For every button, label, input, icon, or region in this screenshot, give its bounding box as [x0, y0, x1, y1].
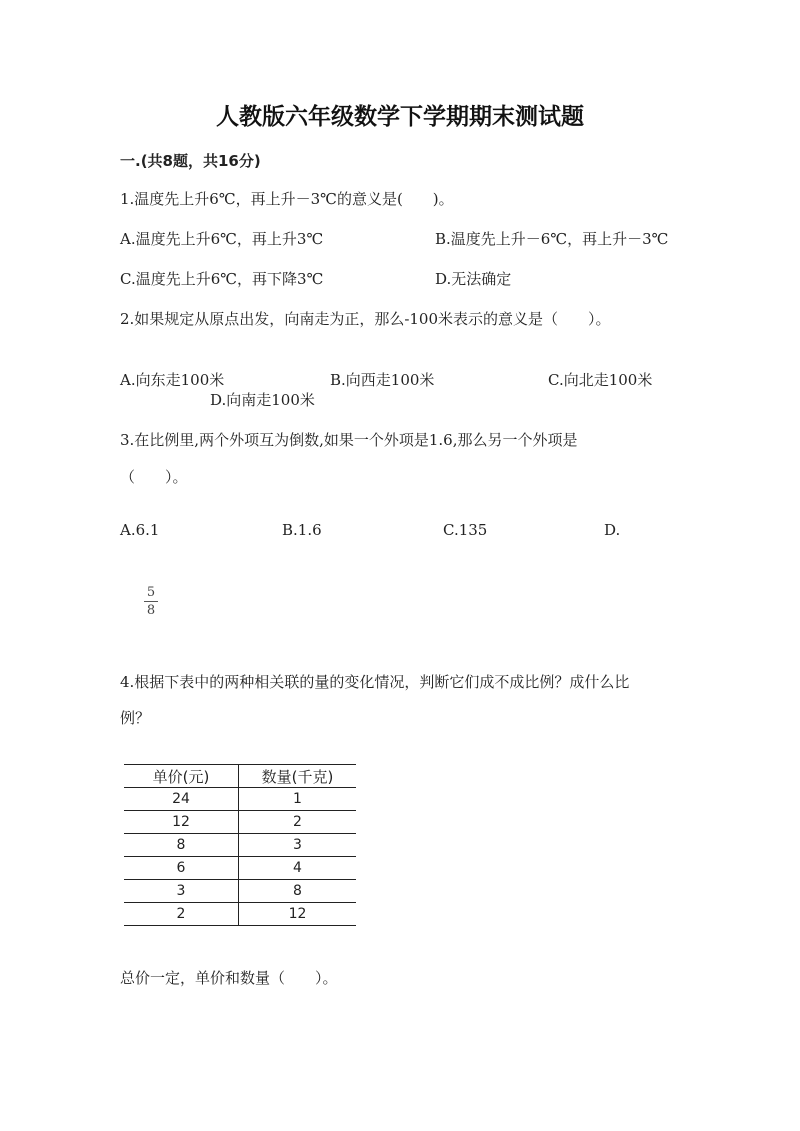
table-row [124, 788, 356, 811]
table-cell-quantity: 1 [239, 788, 357, 811]
question-1-option-a[interactable]: A.温度先上升6℃，再上升3℃ [120, 230, 324, 248]
question-3-option-b[interactable]: B.1.6 [282, 521, 322, 539]
question-1-stem: 1.温度先上升6℃，再上升－3℃的意义是( )。 [120, 190, 454, 208]
table-cell-unit-price: 12 [124, 811, 239, 834]
table-header-unit-price: 单价(元) [124, 765, 239, 788]
question-3-option-a[interactable]: A.6.1 [120, 521, 160, 539]
question-1-option-c[interactable]: C.温度先上升6℃，再下降3℃ [120, 270, 324, 288]
table-cell-quantity: 2 [239, 811, 357, 834]
table-cell-quantity: 12 [239, 903, 357, 926]
table-row [124, 903, 356, 926]
fraction-bar [144, 601, 158, 602]
table-cell-quantity: 8 [239, 880, 357, 903]
section-heading: 一.(共8题，共16分) [120, 152, 261, 170]
table-cell-unit-price: 6 [124, 857, 239, 880]
table-header-row [124, 765, 356, 788]
table-cell-quantity: 4 [239, 857, 357, 880]
table-cell-unit-price: 8 [124, 834, 239, 857]
table-cell-quantity: 3 [239, 834, 357, 857]
question-2-option-b[interactable]: B.向西走100米 [330, 371, 435, 389]
question-1-option-d[interactable]: D.无法确定 [435, 270, 512, 288]
question-3-stem-line2: （ ）。 [120, 468, 188, 486]
question-1-option-b[interactable]: B.温度先上升－6℃，再上升－3℃ [435, 230, 669, 248]
question-4-stem-line2: 例？ [120, 709, 151, 727]
question-2-stem: 2.如果规定从原点出发，向南走为正，那么-100米表示的意义是（ ）。 [120, 310, 611, 328]
table-row [124, 880, 356, 903]
table-header-quantity: 数量(千克) [239, 765, 357, 788]
question-4-followup: 总价一定，单价和数量（ ）。 [120, 969, 338, 987]
table-row [124, 811, 356, 834]
table-row [124, 834, 356, 857]
price-quantity-table [124, 764, 356, 926]
question-3-option-d-fraction [144, 586, 158, 617]
table-cell-unit-price: 24 [124, 788, 239, 811]
question-2-option-d[interactable]: D.向南走100米 [210, 391, 315, 409]
question-4-stem-line1: 4.根据下表中的两种相关联的量的变化情况，判断它们成不成比例？成什么比 [120, 673, 630, 691]
question-3-option-d[interactable]: D. [604, 521, 621, 539]
question-3-stem-line1: 3.在比例里,两个外项互为倒数,如果一个外项是1.6,那么另一个外项是 [120, 431, 578, 449]
question-2-option-a[interactable]: A.向东走100米 [120, 371, 225, 389]
fraction-denominator: 8 [146, 603, 156, 618]
table-cell-unit-price: 3 [124, 880, 239, 903]
question-3-option-c[interactable]: C.135 [443, 521, 488, 539]
table-row [124, 857, 356, 880]
page-title: 人教版六年级数学下学期期末测试题 [216, 103, 584, 130]
table-cell-unit-price: 2 [124, 903, 239, 926]
question-2-option-c[interactable]: C.向北走100米 [548, 371, 653, 389]
fraction-numerator: 5 [146, 585, 156, 600]
